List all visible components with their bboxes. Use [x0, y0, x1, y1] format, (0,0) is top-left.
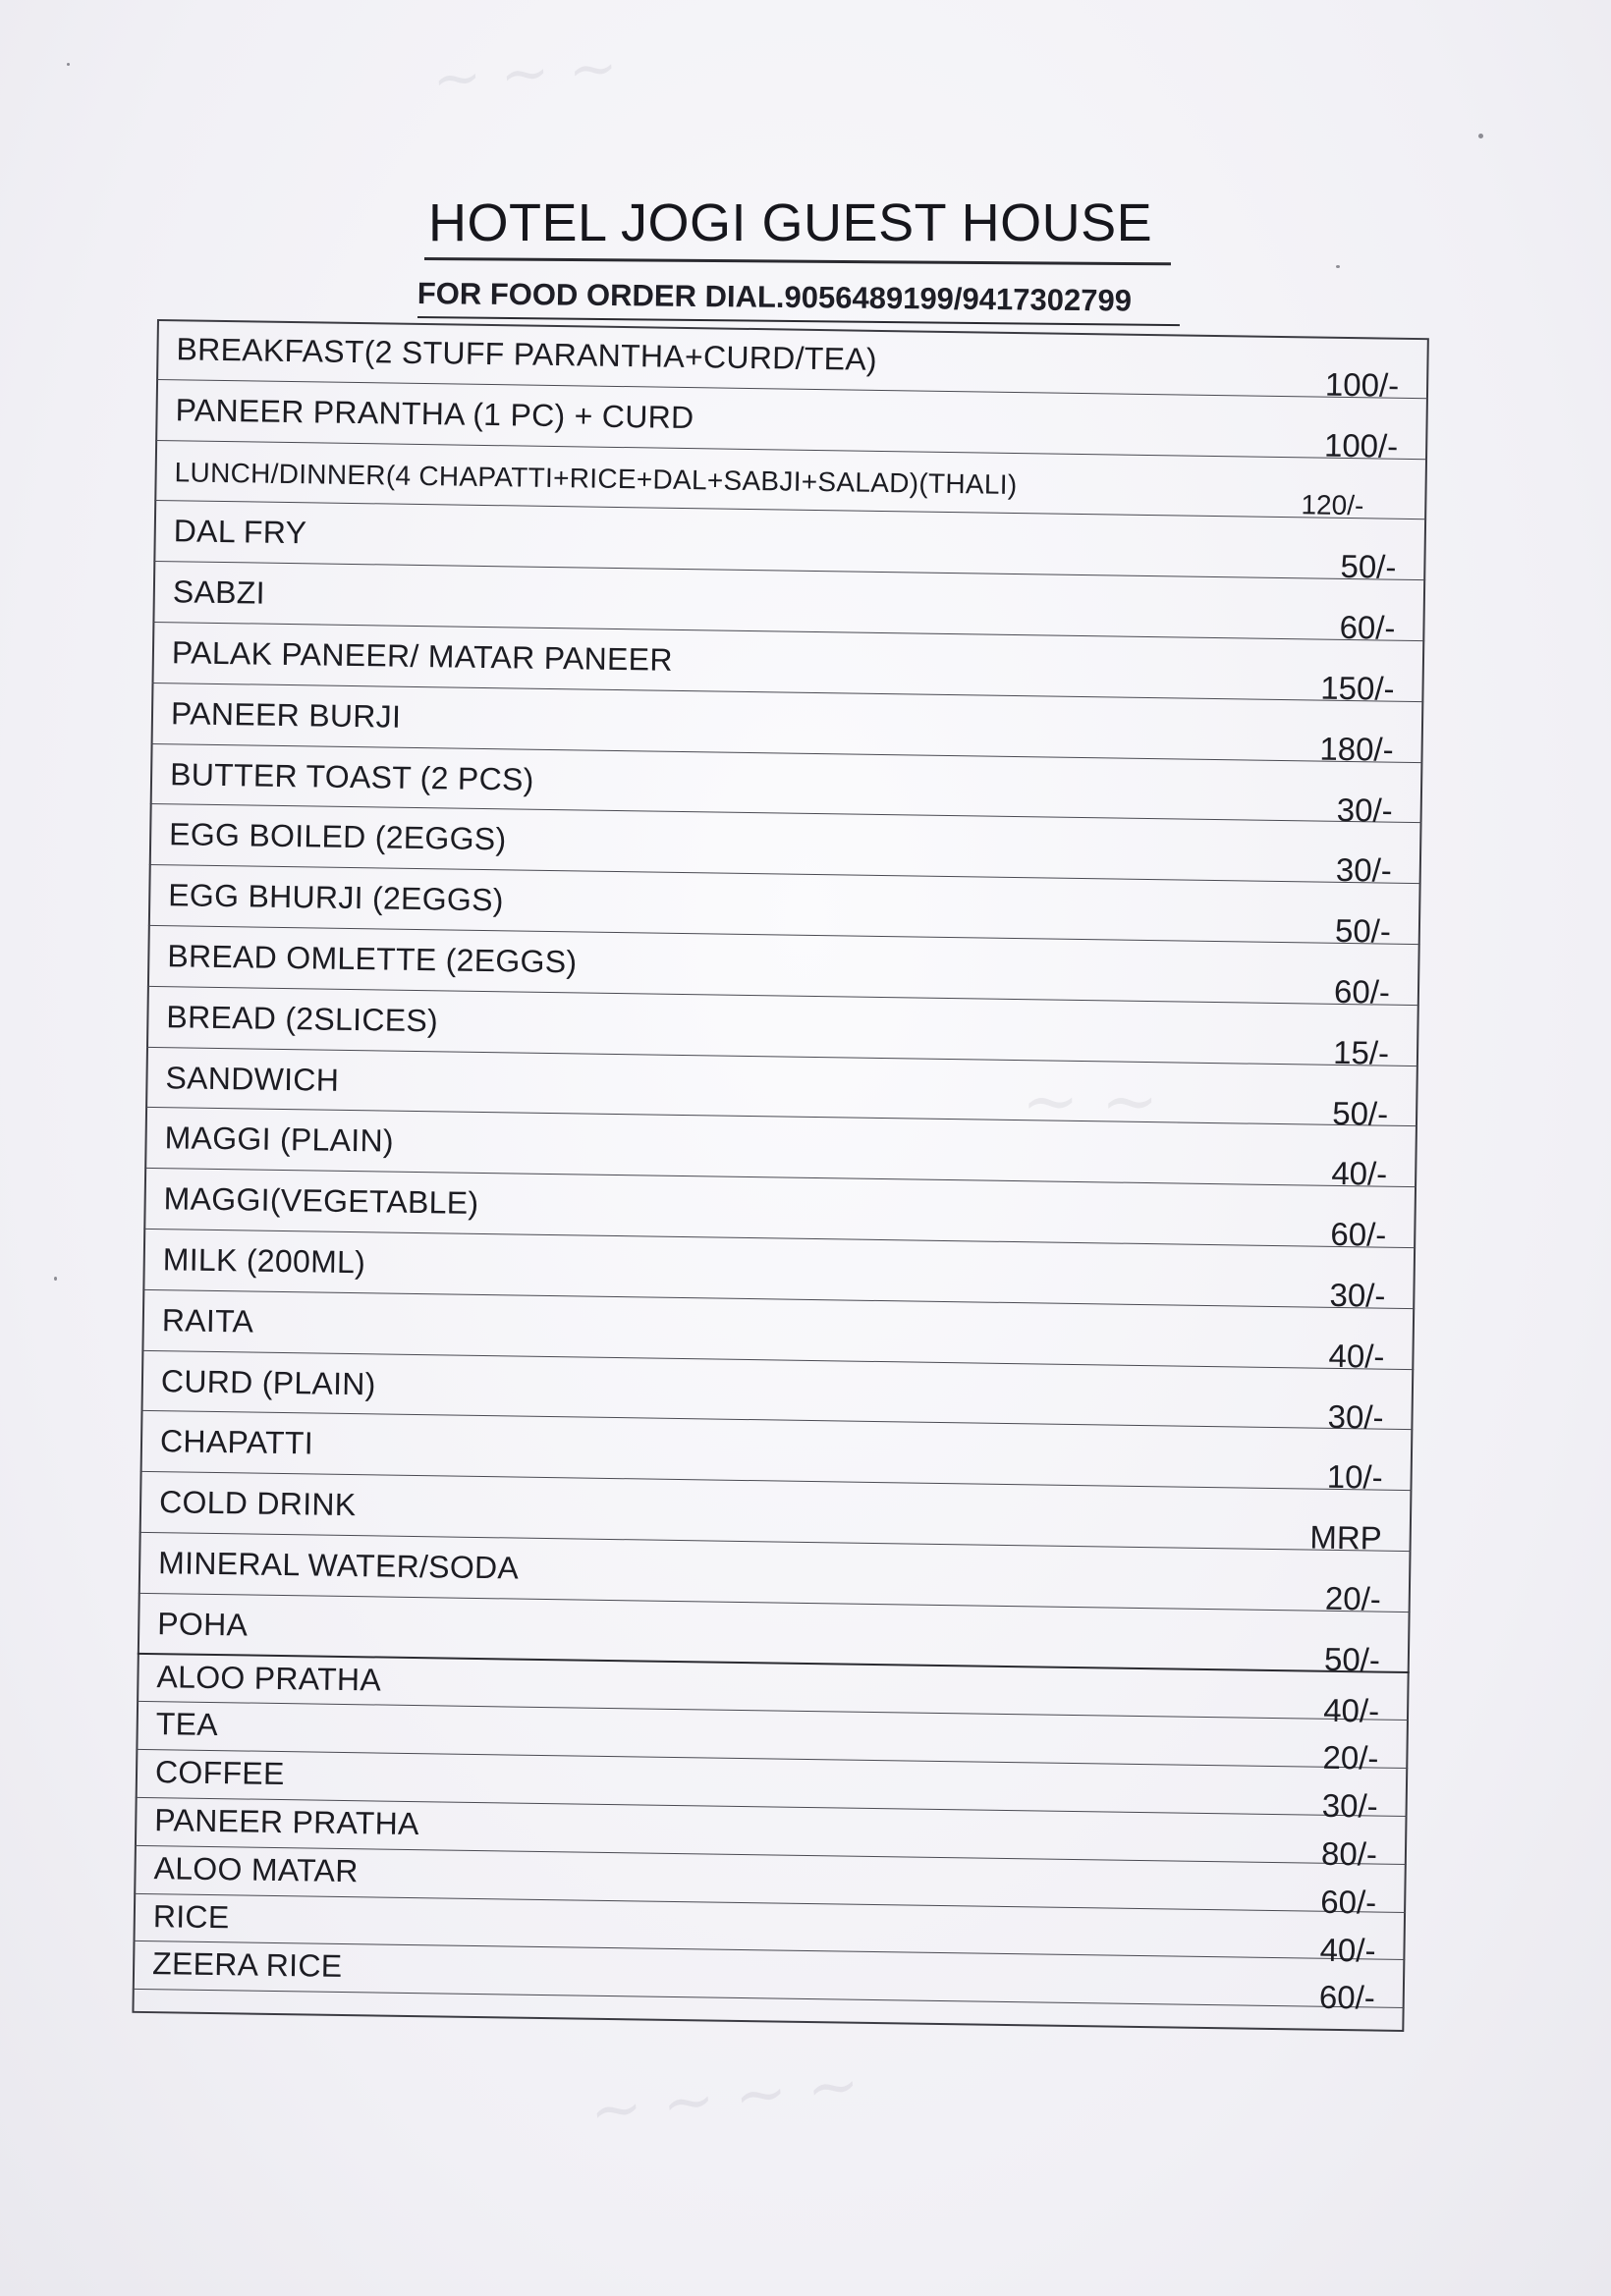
menu-item-price: 150/-	[1320, 669, 1395, 707]
menu-item-price: 50/-	[1331, 1094, 1389, 1132]
menu-item-price: 15/-	[1332, 1033, 1390, 1071]
menu-item-price: 30/-	[1321, 1786, 1378, 1825]
menu-item-price: 30/-	[1336, 791, 1393, 829]
menu-item-price: 180/-	[1319, 730, 1394, 768]
menu-item-name: ALOO MATAR	[153, 1849, 359, 1888]
menu-item-price: 100/-	[1323, 426, 1399, 465]
food-order-phone-line: FOR FOOD ORDER DIAL.9056489199/9417302799	[417, 276, 1133, 318]
scan-speck	[67, 63, 70, 66]
menu-item-name: BREAD OMLETTE (2EGGS)	[167, 938, 578, 980]
menu-item-price: 20/-	[1324, 1579, 1382, 1617]
menu-item-price: 20/-	[1322, 1739, 1379, 1777]
menu-item-name: PANEER PRATHA	[154, 1802, 420, 1842]
menu-item-price: 50/-	[1340, 548, 1397, 586]
menu-item-name: CURD (PLAIN)	[160, 1362, 376, 1401]
menu-item-price: 120/-	[1301, 488, 1364, 520]
menu-item-price: 60/-	[1318, 1979, 1376, 2016]
scan-speck	[1478, 134, 1483, 138]
bleed-through-mark: ~ ~	[1022, 1061, 1159, 1141]
menu-item-price: 60/-	[1339, 609, 1396, 646]
menu-item-name: PANEER BURJI	[170, 695, 402, 735]
menu-item-name: DAL FRY	[173, 513, 307, 551]
menu-item-name: SANDWICH	[165, 1059, 340, 1098]
menu-item-name: TEA	[155, 1706, 219, 1743]
menu-item-name: EGG BOILED (2EGGS)	[168, 816, 507, 857]
menu-item-name: CHAPATTI	[159, 1423, 314, 1461]
menu-item-price: 60/-	[1330, 1215, 1387, 1253]
menu-item-price: 40/-	[1328, 1337, 1385, 1375]
menu-item-name: MINERAL WATER/SODA	[157, 1545, 520, 1586]
menu-rows	[133, 319, 1429, 2016]
page-title: HOTEL JOGI GUEST HOUSE	[428, 193, 1153, 252]
menu-item-price: 40/-	[1319, 1931, 1376, 1969]
menu-item-name: MAGGI(VEGETABLE)	[163, 1180, 479, 1222]
menu-item-price: 100/-	[1324, 365, 1400, 404]
menu-item-name: PALAK PANEER/ MATAR PANEER	[171, 634, 674, 678]
menu-item-name: COFFEE	[154, 1754, 285, 1792]
menu-item-price: 40/-	[1322, 1691, 1380, 1729]
title-underline	[424, 257, 1171, 265]
menu-item-name: MAGGI (PLAIN)	[164, 1120, 395, 1160]
menu-item-name: LUNCH/DINNER(4 CHAPATTI+RICE+DAL+SABJI+SALAD)(THALI)	[174, 456, 1018, 500]
menu-item-price: 30/-	[1329, 1276, 1386, 1314]
menu-item-price: 30/-	[1327, 1397, 1384, 1436]
menu-item-name: SABZI	[172, 574, 266, 611]
menu-item-name: ZEERA RICE	[151, 1945, 343, 1985]
menu-item-name: COLD DRINK	[158, 1484, 357, 1523]
menu-item-name: BUTTER TOAST (2 PCS)	[169, 755, 534, 797]
bleed-through-mark: ~ ~ ~	[429, 32, 621, 115]
menu-item-price: 30/-	[1335, 851, 1393, 890]
menu-item-name: EGG BHURJI (2EGGS)	[168, 877, 504, 918]
menu-item-name: RICE	[152, 1897, 230, 1935]
menu-item-price: 40/-	[1331, 1155, 1388, 1193]
menu-item-price: 50/-	[1323, 1640, 1381, 1678]
menu-item-name: PANEER PRANTHA (1 PC) + CURD	[175, 392, 694, 435]
scan-speck	[1336, 265, 1340, 268]
menu-item-name: RAITA	[161, 1301, 254, 1339]
menu-item-name: ALOO PRATHA	[156, 1658, 382, 1698]
menu-item-price: 60/-	[1333, 972, 1391, 1011]
menu-item-name: BREAKFAST(2 STUFF PARANTHA+CURD/TEA)	[176, 331, 878, 377]
menu-item-name: BREAD (2SLICES)	[166, 998, 439, 1039]
bleed-through-mark: ~ ~ ~ ~	[585, 2048, 863, 2150]
menu-item-name: POHA	[157, 1605, 249, 1643]
scan-speck	[54, 1277, 57, 1281]
menu-item-price: 80/-	[1320, 1834, 1378, 1873]
menu-table	[132, 319, 1428, 2032]
menu-item-price: 10/-	[1326, 1458, 1383, 1496]
menu-item-price: 50/-	[1334, 912, 1392, 950]
menu-item-name: MILK (200ML)	[162, 1241, 366, 1281]
menu-item-price: MRP	[1309, 1518, 1382, 1557]
menu-item-price: 60/-	[1320, 1883, 1377, 1921]
